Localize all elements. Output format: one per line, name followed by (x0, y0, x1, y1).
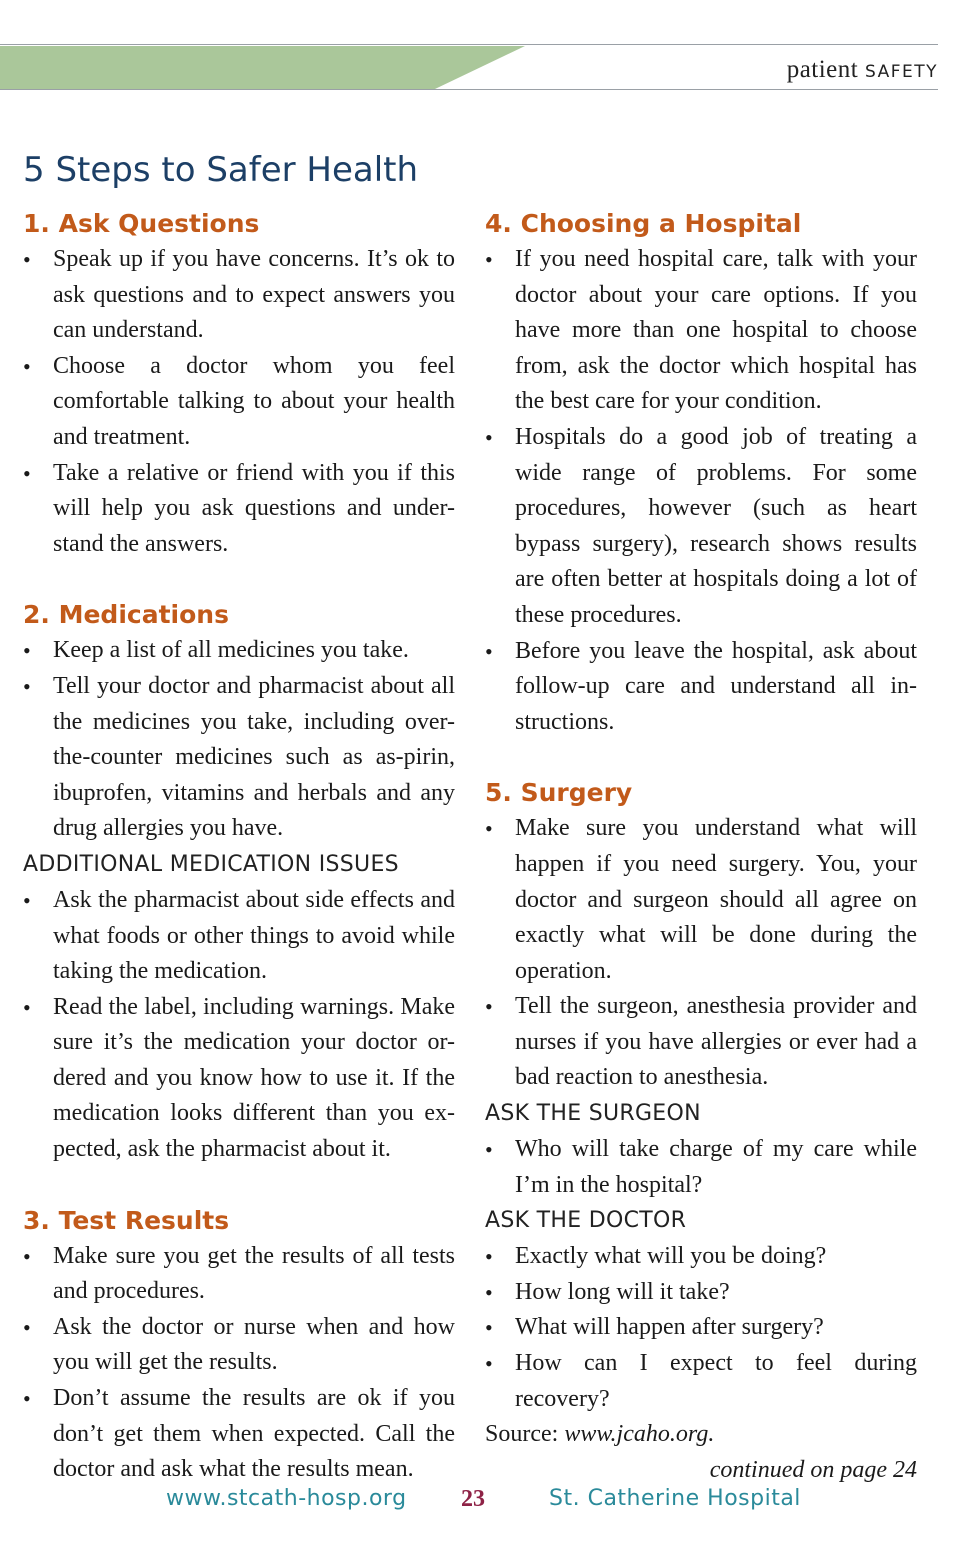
sub-heading-ask-surgeon: ASK THE SURGEON (485, 1101, 701, 1127)
header-green-band (0, 46, 525, 89)
section-label (787, 56, 938, 84)
list-item: • Who will take charge of my care while I’m in the hospital? (485, 1132, 917, 1203)
list-item: • How can I expect to feel during recovery? (485, 1346, 917, 1417)
sub-heading-ask-doctor: ASK THE DOCTOR (485, 1208, 687, 1234)
footer-website-link[interactable]: www.stcath-hosp.org (166, 1486, 407, 1511)
section-heading-medications: 2. Medications (23, 600, 229, 630)
list-item: • Ask the pharmacist about side effects and what foods or other things to avoid while taking the medication. (23, 883, 455, 990)
footer-page-number: 23 (461, 1486, 485, 1512)
spacer (23, 1168, 455, 1203)
choosing-hospital-list (485, 242, 917, 740)
list-item: • What will happen after surgery? (485, 1310, 917, 1346)
section-heading-surgery: 5. Surgery (485, 778, 633, 808)
source-line (485, 1417, 917, 1453)
list-item: • Hospitals do a good job of treating a wide range of problems. For some procedures, however (such as heart bypass surgery), research shows results are often better at hospitals doing a lot of these procedures. (485, 420, 917, 634)
section-label-word2: SAFETY (864, 62, 938, 82)
list-item: • Choose a doctor whom you feel comfortable talking to about your health and treatment. (23, 349, 455, 456)
list-item: • Tell the surgeon, anesthesia provider and nurses if you have allergies or ever had a bad reaction to anesthesia. (485, 989, 917, 1096)
ask-questions-list (23, 242, 455, 562)
left-column (23, 206, 455, 1488)
list-item: • Take a relative or friend with you if this will help you ask questions and under-stand the answers. (23, 456, 455, 563)
source-link[interactable]: www.jcaho.org. (564, 1421, 715, 1448)
ask-doctor-list (485, 1239, 917, 1417)
section-label-word1: patient (786, 56, 859, 83)
page-title: 5 Steps to Safer Health (23, 150, 419, 190)
sub-heading-additional-medication: ADDITIONAL MEDICATION ISSUES (23, 851, 399, 877)
spacer (23, 562, 455, 597)
right-column (485, 206, 917, 1488)
section-heading-choosing-hospital: 4. Choosing a Hospital (485, 209, 802, 238)
spacer (485, 740, 917, 775)
test-results-list (23, 1239, 455, 1488)
section-heading-test-results: 3. Test Results (23, 1205, 230, 1235)
source-label: Source: (485, 1421, 559, 1448)
list-item: • Make sure you get the results of all tests and procedures. (23, 1239, 455, 1310)
section-heading-ask-questions: 1. Ask Questions (23, 209, 260, 238)
list-item: • Speak up if you have concerns. It’s ok to ask questions and to expect answers you can understand. (23, 242, 455, 349)
list-item: • Before you leave the hospital, ask about follow-up care and understand all in-structions. (485, 634, 917, 741)
list-item: • Exactly what will you be doing? (485, 1239, 917, 1275)
header-top-rule (0, 44, 938, 45)
medications-list (23, 633, 455, 847)
list-item: • How long will it take? (485, 1275, 917, 1311)
header-bottom-rule (0, 89, 938, 90)
list-item: • Make sure you understand what will happen if you need surgery. You, your doctor and surgeon should all agree on exactly what will be done during the operation. (485, 811, 917, 989)
surgery-list (485, 811, 917, 1096)
ask-surgeon-list (485, 1132, 917, 1203)
list-item: • If you need hospital care, talk with your doctor about your care options. If you have more than one hospital to choose from, ask the doctor which hospital has the best care for your condition. (485, 242, 917, 420)
list-item: • Ask the doctor or nurse when and how you will get the results. (23, 1310, 455, 1381)
list-item: • Keep a list of all medicines you take. (23, 633, 455, 669)
footer-hospital-name: St. Catherine Hospital (549, 1486, 801, 1511)
list-item: • Don’t assume the results are ok if you don’t get them when expected. Call the doctor and ask what the results mean. (23, 1381, 455, 1488)
list-item: • Tell your doctor and pharmacist about all the medicines you take, including over-the-counter medicines such as as-pirin, ibuprofen, vitamins and herbals and any drug allergies you have. (23, 669, 455, 847)
header-green-band-shape (0, 46, 525, 89)
list-item: • Read the label, including warnings. Make sure it’s the medication your doctor or-dered and you know how to use it. If the medication looks different than you ex-pected, ask the pharmacist about it. (23, 990, 455, 1168)
continued-note: continued on page 24 (709, 1456, 917, 1483)
additional-medication-list (23, 883, 455, 1168)
